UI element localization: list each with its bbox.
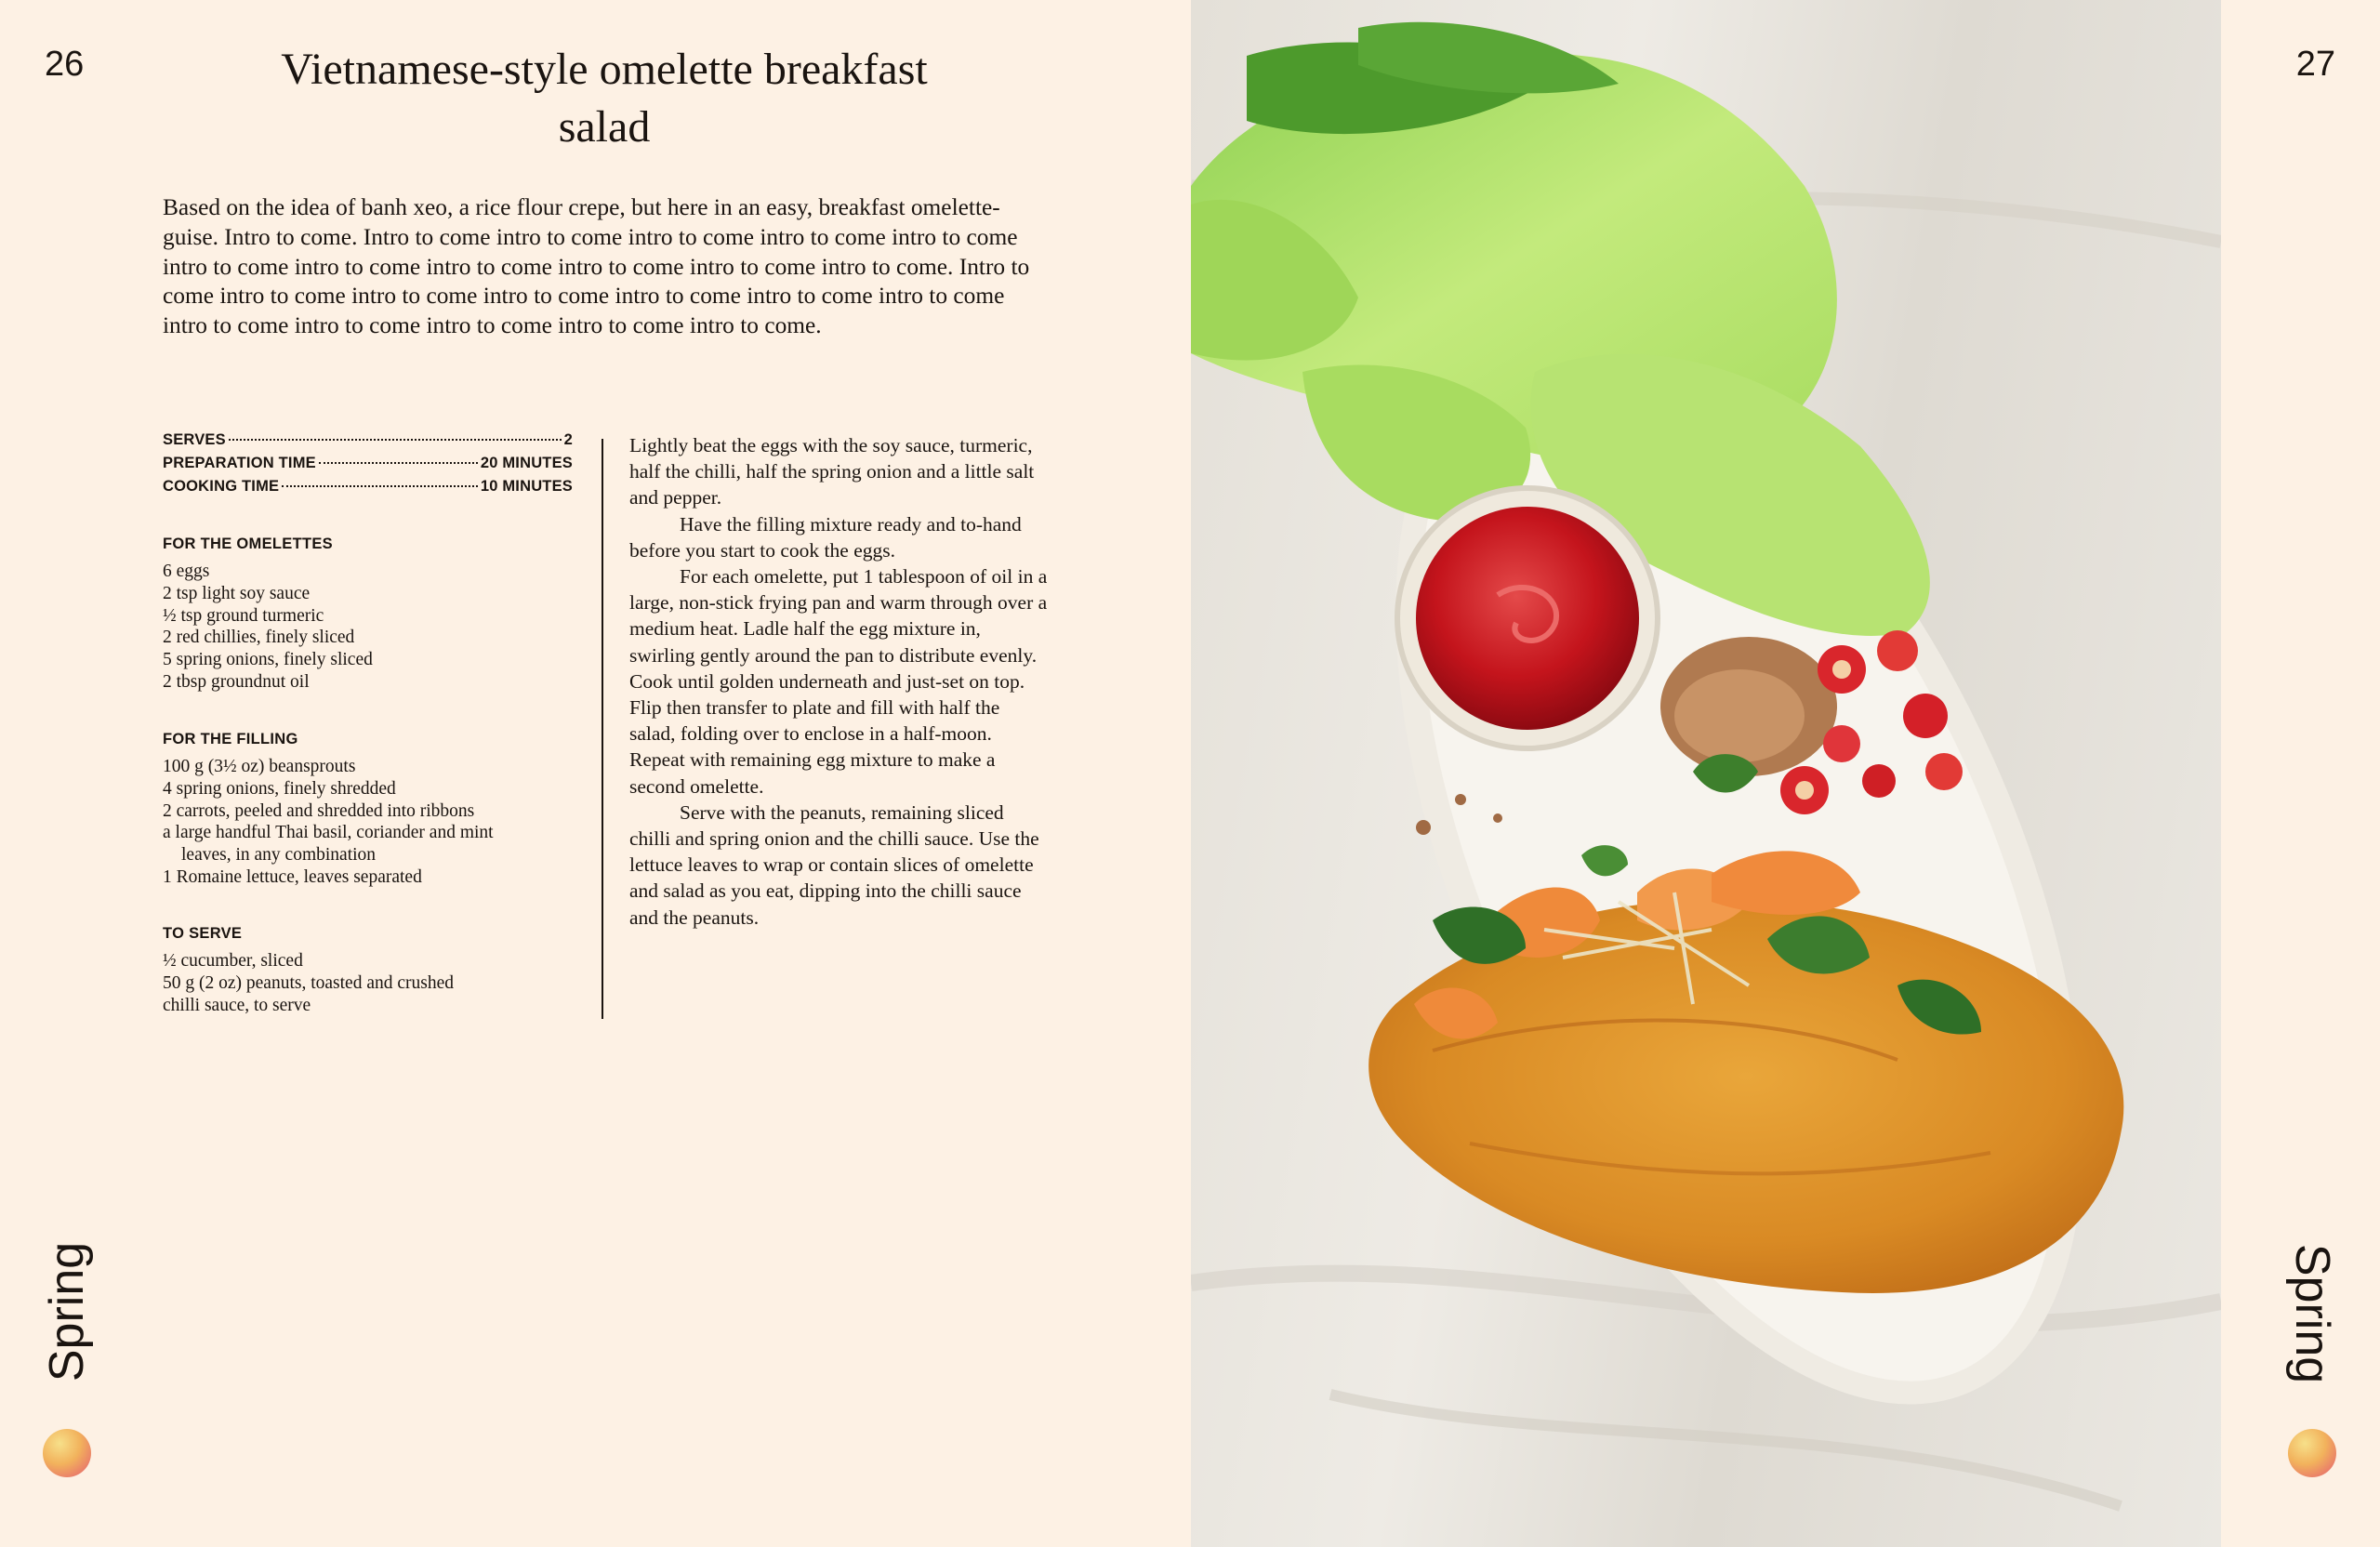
meta-prep-time [163, 455, 573, 478]
meta-value: 20 MINUTES [480, 455, 573, 471]
section-label-right: Spring [2285, 1243, 2339, 1384]
ingredient-heading-filling: FOR THE FILLING [163, 731, 298, 747]
method-step: Have the filling mixture ready and to-hand before you start to cook the eggs. [629, 512, 1022, 562]
recipe-meta [163, 431, 573, 501]
ingredient-item: 1 Romaine lettuce, leaves separated [163, 866, 422, 887]
ingredient-list-to-serve [163, 950, 553, 1016]
ingredient-heading-omelettes: FOR THE OMELETTES [163, 536, 333, 552]
recipe-method [629, 432, 1048, 931]
recipe-title: Vietnamese-style omelette breakfast salad [281, 45, 928, 152]
ingredient-item: chilli sauce, to serve [163, 995, 311, 1015]
dotted-leader [319, 462, 478, 464]
ingredient-item: 100 g (3½ oz) beansprouts [163, 757, 356, 776]
ingredient-item: 50 g (2 oz) peanuts, toasted and crushed [163, 972, 454, 993]
page-number-right: 27 [2295, 45, 2335, 84]
meta-serves [163, 431, 573, 455]
dotted-leader [229, 439, 562, 441]
ingredient-item: 2 carrots, peeled and shredded into ribbons [163, 800, 475, 821]
meta-label: COOKING TIME [163, 478, 280, 495]
page-number-left: 26 [45, 45, 85, 84]
ingredient-item: 2 tbsp groundnut oil [163, 671, 310, 692]
meta-cook-time [163, 478, 573, 501]
season-dot-left [43, 1429, 91, 1477]
right-page-margin [2221, 0, 2380, 1547]
ingredient-item: 2 tsp light soy sauce [163, 583, 311, 603]
meta-label: SERVES [163, 431, 226, 448]
ingredient-item: ½ cucumber, sliced [163, 951, 303, 971]
ingredient-item: 5 spring onions, finely sliced [163, 650, 373, 670]
method-step: For each omelette, put 1 tablespoon of oil in a large, non-stick frying pan and warm through over a medium heat. Ladle half the egg mixture in, swirling gently around the pan to distribute evenly. Cook until golden underneath and just-set on top. Flip then transfer to plate and fill with half the salad, folding over to enclose in a half-moon. Repeat with remaining egg mixture to make a second omelette. [629, 565, 1048, 798]
dish-photo [1191, 0, 2221, 1547]
ingredient-item: 4 spring onions, finely shredded [163, 778, 396, 799]
meta-label: PREPARATION TIME [163, 455, 316, 471]
ingredient-item: 6 eggs [163, 562, 210, 581]
method-step: Lightly beat the eggs with the soy sauce, turmeric, half the chilli, half the spring onion and a little salt and pepper. [629, 434, 1035, 509]
ingredient-item: ½ tsp ground turmeric [163, 605, 324, 626]
method-step: Serve with the peanuts, remaining sliced chilli and spring onion and the chilli sauce. Use the lettuce leaves to wrap or contain slices of omelette and salad as you eat, dipping into the chilli sauce and the peanuts. [629, 800, 1039, 929]
ingredient-list-omelettes [163, 561, 553, 694]
dotted-leader [282, 485, 478, 487]
ingredient-item [163, 844, 553, 866]
recipe-intro: Based on the idea of banh xeo, a rice flour crepe, but here in an easy, breakfast omelette-guise. Intro to come. Intro to come intro to come intro to come intro to come intro to come intro to come intro to come intro to come intro to come intro to come intro to come. Intro to come intro to come intro to come intro to come intro to come intro to come intro to come intro to come intro to come intro to come intro to come intro to come. [163, 194, 1030, 339]
ingredient-continuation: leaves, in any combination [181, 845, 377, 866]
section-label-left: Spring [40, 1241, 94, 1382]
column-divider [602, 439, 603, 1019]
ingredient-item: 2 red chillies, finely sliced [163, 628, 355, 648]
ingredient-list-filling [163, 756, 553, 889]
ingredient-item: a large handful Thai basil, coriander and mint [163, 823, 494, 843]
season-dot-right [2288, 1429, 2336, 1477]
meta-value: 10 MINUTES [480, 478, 573, 495]
ingredient-heading-to-serve: TO SERVE [163, 925, 243, 942]
meta-value: 2 [563, 431, 573, 448]
